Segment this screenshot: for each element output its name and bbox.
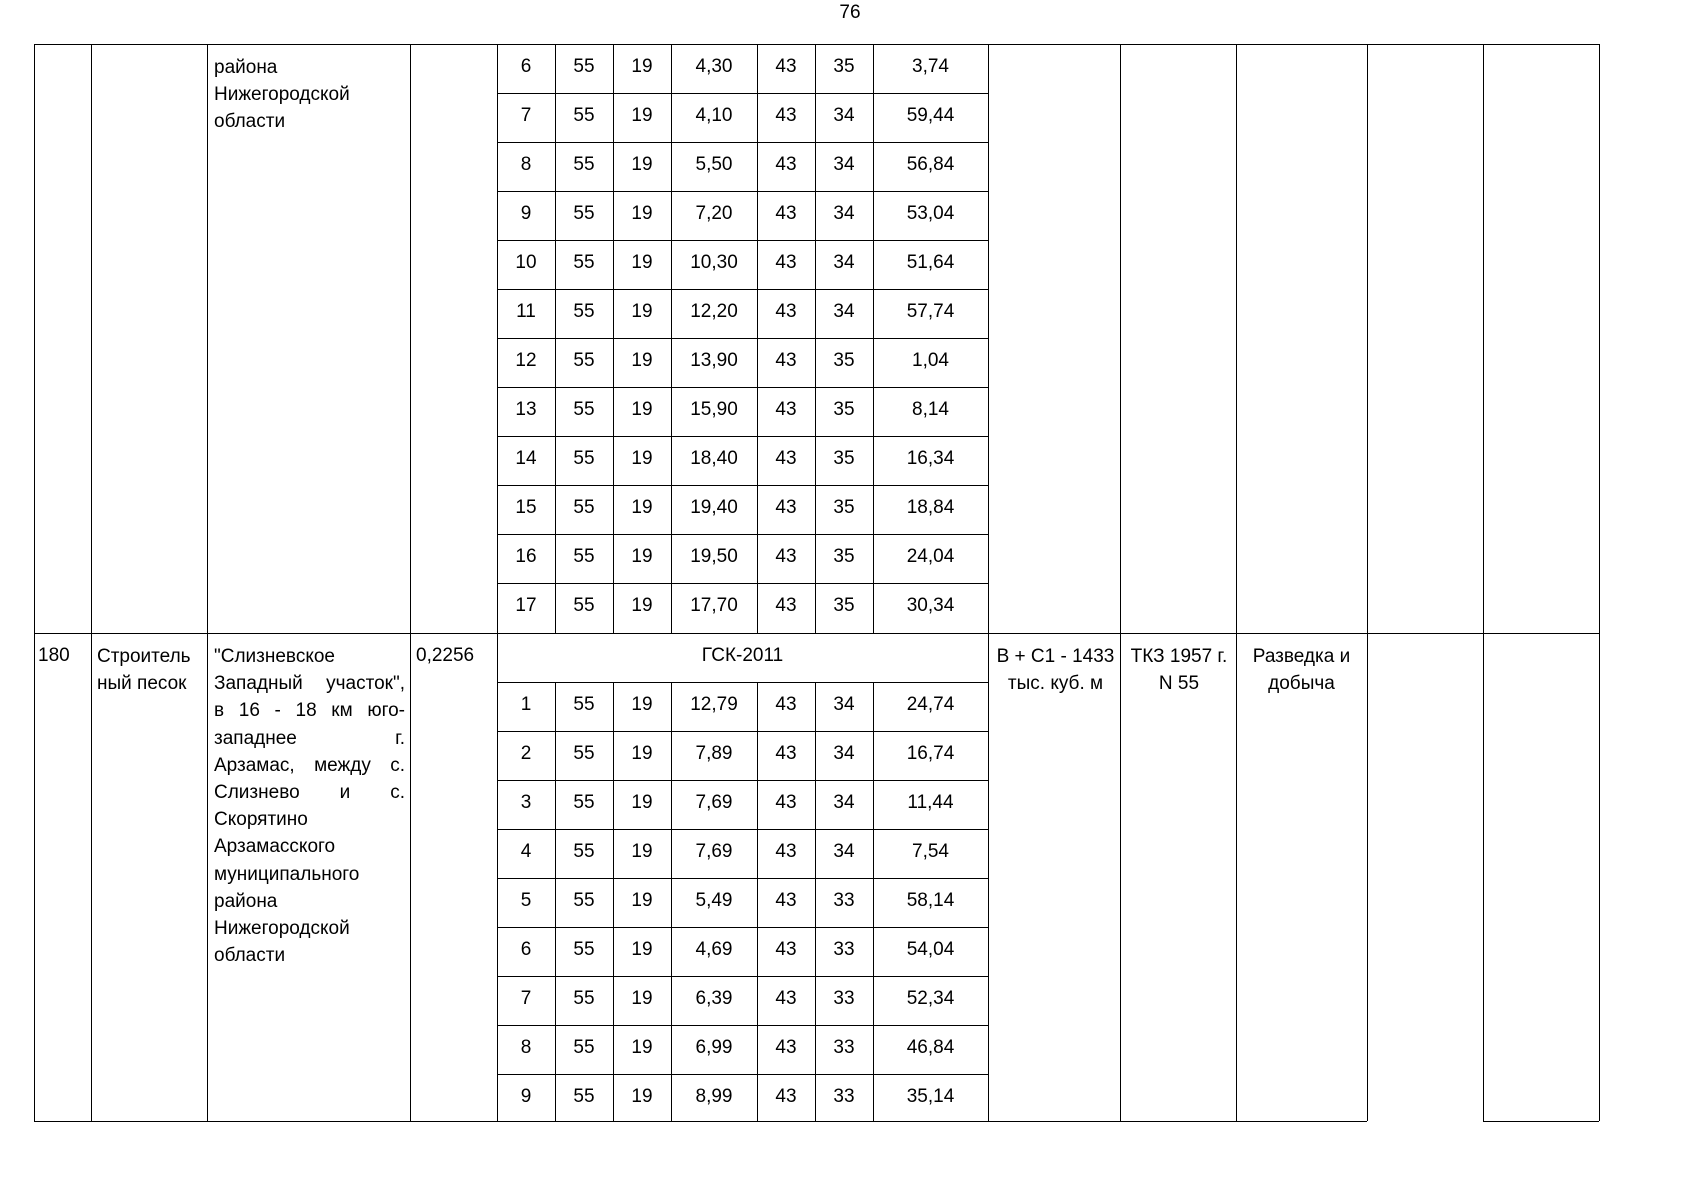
column-border xyxy=(34,44,35,1121)
deposit-description-line: Слизнево и с. xyxy=(214,782,405,804)
lon-deg: 43 xyxy=(775,301,797,322)
lon-deg: 43 xyxy=(775,890,797,911)
reserves xyxy=(993,643,1118,697)
lat-deg: 55 xyxy=(573,448,595,469)
lat-sec: 7,20 xyxy=(695,203,733,224)
point-number: 2 xyxy=(520,743,532,764)
column-border xyxy=(91,44,92,1121)
point-number: 9 xyxy=(520,1086,532,1107)
lat-min: 19 xyxy=(631,252,653,273)
point-number: 7 xyxy=(520,988,532,1009)
lon-sec: 35,14 xyxy=(906,1086,955,1107)
lat-sec: 8,99 xyxy=(695,1086,733,1107)
point-number: 17 xyxy=(515,595,537,616)
point-number: 9 xyxy=(520,203,532,224)
point-number: 15 xyxy=(515,497,537,518)
lon-sec: 30,34 xyxy=(906,595,955,616)
lat-sec: 10,30 xyxy=(690,252,738,273)
lon-min: 34 xyxy=(833,841,855,862)
lon-sec: 46,84 xyxy=(906,1037,955,1058)
deposit-description-line: Нижегородской xyxy=(214,918,350,940)
lat-sec: 13,90 xyxy=(690,350,738,371)
deposit-description-line: Арзамас, между с. xyxy=(214,754,405,776)
lon-min: 35 xyxy=(833,56,855,77)
lat-min: 19 xyxy=(631,1037,653,1058)
mineral-name xyxy=(97,643,205,697)
lat-min: 19 xyxy=(631,939,653,960)
mineral-name-line: ный песок xyxy=(97,673,187,695)
lat-deg: 55 xyxy=(573,546,595,567)
column-border xyxy=(1483,44,1484,1121)
area-value: 0,2256 xyxy=(416,645,475,666)
lon-min: 33 xyxy=(833,1086,855,1107)
usage-type xyxy=(1239,643,1364,697)
approval-protocol-line: N 55 xyxy=(1158,673,1200,695)
lat-deg: 55 xyxy=(573,154,595,175)
lat-sec: 6,39 xyxy=(695,988,733,1009)
point-number: 4 xyxy=(520,841,532,862)
lat-min: 19 xyxy=(631,350,653,371)
row-number: 180 xyxy=(38,645,70,666)
lon-sec: 1,04 xyxy=(912,350,949,371)
column-border xyxy=(410,44,411,1121)
deposit-description-line: района xyxy=(214,890,278,912)
lat-min: 19 xyxy=(631,743,653,764)
lat-min: 19 xyxy=(631,546,653,567)
lon-sec: 59,44 xyxy=(906,105,955,126)
deposit-description-line: области xyxy=(214,945,286,967)
lon-sec: 24,04 xyxy=(906,546,955,567)
lon-min: 35 xyxy=(833,497,855,518)
lon-deg: 43 xyxy=(775,154,797,175)
lat-sec: 5,50 xyxy=(695,154,733,175)
lat-min: 19 xyxy=(631,694,653,715)
point-number: 10 xyxy=(515,252,537,273)
point-number: 11 xyxy=(516,301,536,322)
lon-min: 34 xyxy=(833,743,855,764)
mineral-name-line: Строитель xyxy=(97,646,191,667)
lat-deg: 55 xyxy=(573,252,595,273)
lon-sec: 52,34 xyxy=(906,988,955,1009)
lat-min: 19 xyxy=(631,448,653,469)
lat-deg: 55 xyxy=(573,1086,595,1107)
lon-min: 35 xyxy=(833,350,855,371)
lon-sec: 3,74 xyxy=(912,56,949,77)
lon-deg: 43 xyxy=(775,595,797,616)
deposit-description-line: в 16 - 18 км юго- xyxy=(214,700,405,722)
point-number: 13 xyxy=(515,399,537,420)
lon-min: 34 xyxy=(833,105,855,126)
lat-sec: 19,40 xyxy=(690,497,738,518)
lon-deg: 43 xyxy=(775,203,797,224)
lon-deg: 43 xyxy=(775,1037,797,1058)
lon-min: 34 xyxy=(833,154,855,175)
lat-deg: 55 xyxy=(573,792,595,813)
deposit-description-line: района xyxy=(214,57,278,78)
deposit-description-line: Западный участок", xyxy=(214,673,405,695)
page-number: 76 xyxy=(839,2,861,23)
point-number: 7 xyxy=(520,105,532,126)
point-number: 6 xyxy=(520,939,532,960)
table-bottom-border xyxy=(34,1121,1367,1122)
lat-deg: 55 xyxy=(573,939,595,960)
point-number: 8 xyxy=(520,154,532,175)
deposit-description-line: западнее г. xyxy=(214,727,405,749)
lon-deg: 43 xyxy=(775,792,797,813)
lon-deg: 43 xyxy=(775,546,797,567)
lat-sec: 18,40 xyxy=(690,448,738,469)
lat-sec: 15,90 xyxy=(690,399,738,420)
lat-min: 19 xyxy=(631,890,653,911)
lat-sec: 12,20 xyxy=(690,301,738,322)
lat-min: 19 xyxy=(631,154,653,175)
lat-deg: 55 xyxy=(573,694,595,715)
coordinate-system: ГСК-2011 xyxy=(701,645,784,666)
deposit-description-line: "Слизневское xyxy=(214,646,335,667)
lon-deg: 43 xyxy=(775,350,797,371)
lat-min: 19 xyxy=(631,301,653,322)
lon-min: 34 xyxy=(833,694,855,715)
lon-deg: 43 xyxy=(775,497,797,518)
lon-min: 34 xyxy=(833,792,855,813)
column-border xyxy=(207,44,208,1121)
lon-deg: 43 xyxy=(775,939,797,960)
lon-sec: 51,64 xyxy=(906,252,955,273)
deposit-description xyxy=(214,54,405,136)
lon-min: 35 xyxy=(833,399,855,420)
deposit-description-line: муниципального xyxy=(214,863,360,885)
lon-sec: 8,14 xyxy=(912,399,949,420)
point-number: 16 xyxy=(515,546,537,567)
lon-sec: 53,04 xyxy=(906,203,955,224)
lat-deg: 55 xyxy=(573,105,595,126)
lon-min: 33 xyxy=(833,988,855,1009)
lat-deg: 55 xyxy=(573,399,595,420)
lat-min: 19 xyxy=(631,105,653,126)
lon-deg: 43 xyxy=(775,56,797,77)
lon-sec: 18,84 xyxy=(906,497,955,518)
point-number: 6 xyxy=(520,56,532,77)
lon-min: 33 xyxy=(833,890,855,911)
lon-deg: 43 xyxy=(775,743,797,764)
lat-deg: 55 xyxy=(573,56,595,77)
lon-min: 35 xyxy=(833,546,855,567)
lon-deg: 43 xyxy=(775,988,797,1009)
point-number: 5 xyxy=(520,890,532,911)
deposit-description-line: Скорятино xyxy=(214,809,308,831)
lat-min: 19 xyxy=(631,595,653,616)
lat-min: 19 xyxy=(631,1086,653,1107)
lon-min: 34 xyxy=(833,301,855,322)
table-bottom-border xyxy=(1483,1121,1599,1122)
lon-deg: 43 xyxy=(775,1086,797,1107)
deposit-description xyxy=(214,643,405,969)
lon-sec: 11,44 xyxy=(907,792,954,813)
lon-deg: 43 xyxy=(775,252,797,273)
lat-sec: 7,69 xyxy=(695,841,733,862)
lat-min: 19 xyxy=(631,399,653,420)
reserves-line: B + C1 - 1433 xyxy=(996,646,1115,667)
lon-min: 33 xyxy=(833,1037,855,1058)
lon-min: 33 xyxy=(833,939,855,960)
deposit-description-line: области xyxy=(214,111,286,133)
point-number: 1 xyxy=(520,694,532,715)
lat-sec: 19,50 xyxy=(690,546,738,567)
lat-deg: 55 xyxy=(573,743,595,764)
lon-sec: 7,54 xyxy=(912,841,949,862)
lon-sec: 16,34 xyxy=(906,448,955,469)
lon-min: 35 xyxy=(833,595,855,616)
lat-sec: 4,10 xyxy=(695,105,733,126)
lat-sec: 6,99 xyxy=(695,1037,733,1058)
deposit-description-line: Нижегородской xyxy=(214,84,350,106)
lat-min: 19 xyxy=(631,497,653,518)
lon-deg: 43 xyxy=(775,105,797,126)
column-border xyxy=(1120,44,1121,1121)
lat-sec: 7,69 xyxy=(695,792,733,813)
lon-min: 34 xyxy=(833,203,855,224)
lat-sec: 12,79 xyxy=(690,694,738,715)
lon-sec: 24,74 xyxy=(906,694,955,715)
column-border xyxy=(1367,44,1368,1121)
lon-deg: 43 xyxy=(775,448,797,469)
lon-sec: 58,14 xyxy=(906,890,955,911)
lat-min: 19 xyxy=(631,841,653,862)
lat-min: 19 xyxy=(631,203,653,224)
lat-sec: 7,89 xyxy=(695,743,733,764)
lon-sec: 16,74 xyxy=(906,743,955,764)
lat-deg: 55 xyxy=(573,841,595,862)
lon-deg: 43 xyxy=(775,841,797,862)
approval-protocol xyxy=(1124,643,1234,697)
lat-deg: 55 xyxy=(573,350,595,371)
lat-deg: 55 xyxy=(573,203,595,224)
approval-protocol-line: ТКЗ 1957 г. xyxy=(1130,646,1228,667)
lat-deg: 55 xyxy=(573,890,595,911)
usage-type-line: добыча xyxy=(1268,673,1335,695)
lat-sec: 17,70 xyxy=(690,595,738,616)
lon-sec: 54,04 xyxy=(906,939,955,960)
lat-min: 19 xyxy=(631,56,653,77)
lon-min: 34 xyxy=(833,252,855,273)
column-border xyxy=(1236,44,1237,1121)
point-number: 3 xyxy=(520,792,532,813)
lon-deg: 43 xyxy=(775,399,797,420)
lon-deg: 43 xyxy=(775,694,797,715)
lat-deg: 55 xyxy=(573,1037,595,1058)
column-border xyxy=(1599,44,1600,1121)
column-border xyxy=(988,44,989,1121)
lat-sec: 5,49 xyxy=(695,890,733,911)
lat-deg: 55 xyxy=(573,497,595,518)
lon-sec: 56,84 xyxy=(906,154,955,175)
lat-min: 19 xyxy=(631,792,653,813)
lat-sec: 4,69 xyxy=(695,939,733,960)
lat-sec: 4,30 xyxy=(695,56,733,77)
lat-deg: 55 xyxy=(573,301,595,322)
point-number: 14 xyxy=(515,448,537,469)
point-number: 12 xyxy=(515,350,537,371)
usage-type-line: Разведка и xyxy=(1252,646,1351,667)
point-number: 8 xyxy=(520,1037,532,1058)
lon-sec: 57,74 xyxy=(906,301,955,322)
lon-min: 35 xyxy=(833,448,855,469)
lat-deg: 55 xyxy=(573,988,595,1009)
lat-min: 19 xyxy=(631,988,653,1009)
lat-deg: 55 xyxy=(573,595,595,616)
deposit-description-line: Арзамасского xyxy=(214,836,336,858)
reserves-line: тыс. куб. м xyxy=(1007,673,1104,695)
